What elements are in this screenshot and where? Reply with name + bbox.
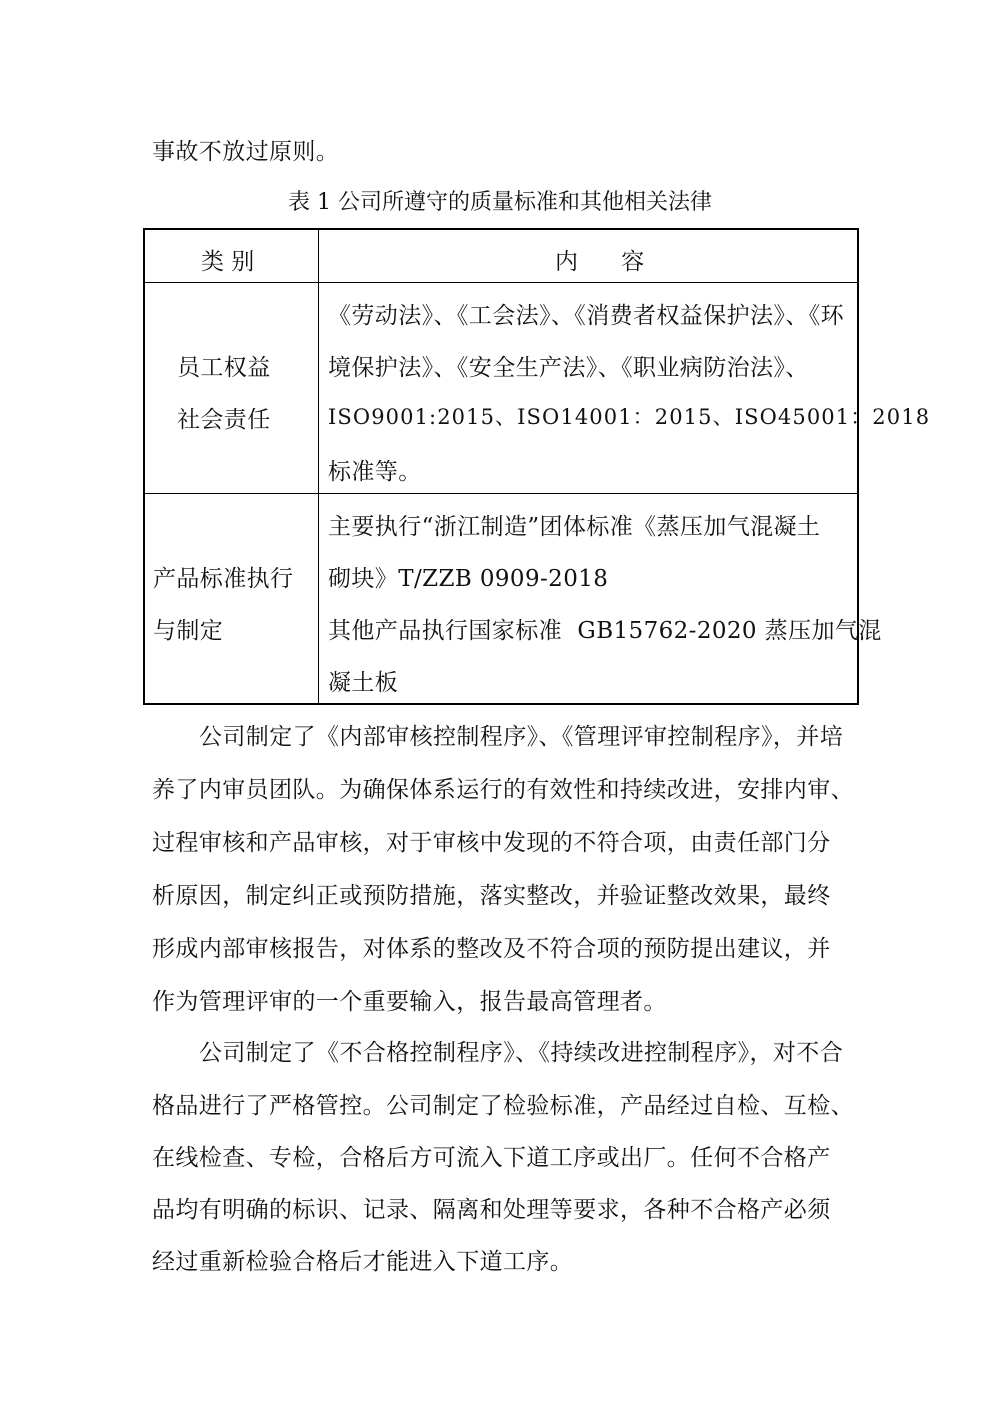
row2-category-line1: 产品标准执行 bbox=[153, 566, 294, 592]
paragraph1-line6: 作为管理评审的一个重要输入，报告最高管理者。 bbox=[152, 989, 667, 1015]
paragraph1-line2: 养了内审员团队。为确保体系运行的有效性和持续改进，安排内审、 bbox=[152, 777, 854, 803]
table-caption: 表 1 公司所遵守的质量标准和其他相关法律 bbox=[288, 190, 712, 215]
header-category: 类 别 bbox=[201, 249, 255, 275]
header-content: 内 容 bbox=[555, 249, 663, 275]
row1-content-line4: 标准等。 bbox=[328, 459, 422, 485]
row1-category-line1: 员工权益 bbox=[177, 355, 271, 381]
paragraph2-line2: 格品进行了严格管控。公司制定了检验标准，产品经过自检、互检、 bbox=[152, 1093, 854, 1119]
paragraph2-line1: 公司制定了《不合格控制程序》、《持续改进控制程序》，对不合 bbox=[199, 1040, 844, 1066]
paragraph1-line4: 析原因，制定纠正或预防措施，落实整改，并验证整改效果，最终 bbox=[152, 883, 831, 909]
paragraph1-line1: 公司制定了《内部审核控制程序》、《管理评审控制程序》，并培 bbox=[199, 724, 844, 750]
standards-table bbox=[143, 228, 931, 705]
row2-content-line4: 凝土板 bbox=[328, 670, 399, 696]
row1-content-line3: ISO9001:2015、ISO14001：2015、ISO45001：2018 bbox=[328, 405, 931, 429]
paragraph1-line3: 过程审核和产品审核，对于审核中发现的不符合项，由责任部门分 bbox=[152, 830, 831, 856]
row2-category-line2: 与制定 bbox=[153, 618, 224, 644]
row2-content-line1: 主要执行“浙江制造”团体标准《蒸压加气混凝土 bbox=[328, 514, 821, 540]
row1-content-line1: 《劳动法》、《工会法》、《消费者权益保护法》、《环 bbox=[328, 303, 844, 329]
paragraph1-line5: 形成内部审核报告，对体系的整改及不符合项的预防提出建议，并 bbox=[152, 936, 831, 962]
row1-category-line2: 社会责任 bbox=[177, 407, 271, 433]
row-divider bbox=[145, 493, 857, 494]
row1-content-line2: 境保护法》、《安全生产法》、《职业病防治法》、 bbox=[328, 355, 809, 381]
column-divider bbox=[318, 230, 319, 703]
paragraph2-line5: 经过重新检验合格后才能进入下道工序。 bbox=[152, 1249, 574, 1275]
intro-line: 事故不放过原则。 bbox=[152, 139, 340, 165]
paragraph2-line4: 品均有明确的标识、记录、隔离和处理等要求，各种不合格产必须 bbox=[152, 1197, 831, 1223]
paragraph2-line3: 在线检查、专检，合格后方可流入下道工序或出厂。任何不合格产 bbox=[152, 1145, 831, 1171]
row2-content-line3: 其他产品执行国家标准 GB15762-2020 蒸压加气混 bbox=[328, 618, 882, 644]
row2-content-line2: 砌块》T/ZZB 0909-2018 bbox=[328, 566, 609, 592]
header-divider bbox=[145, 282, 857, 283]
